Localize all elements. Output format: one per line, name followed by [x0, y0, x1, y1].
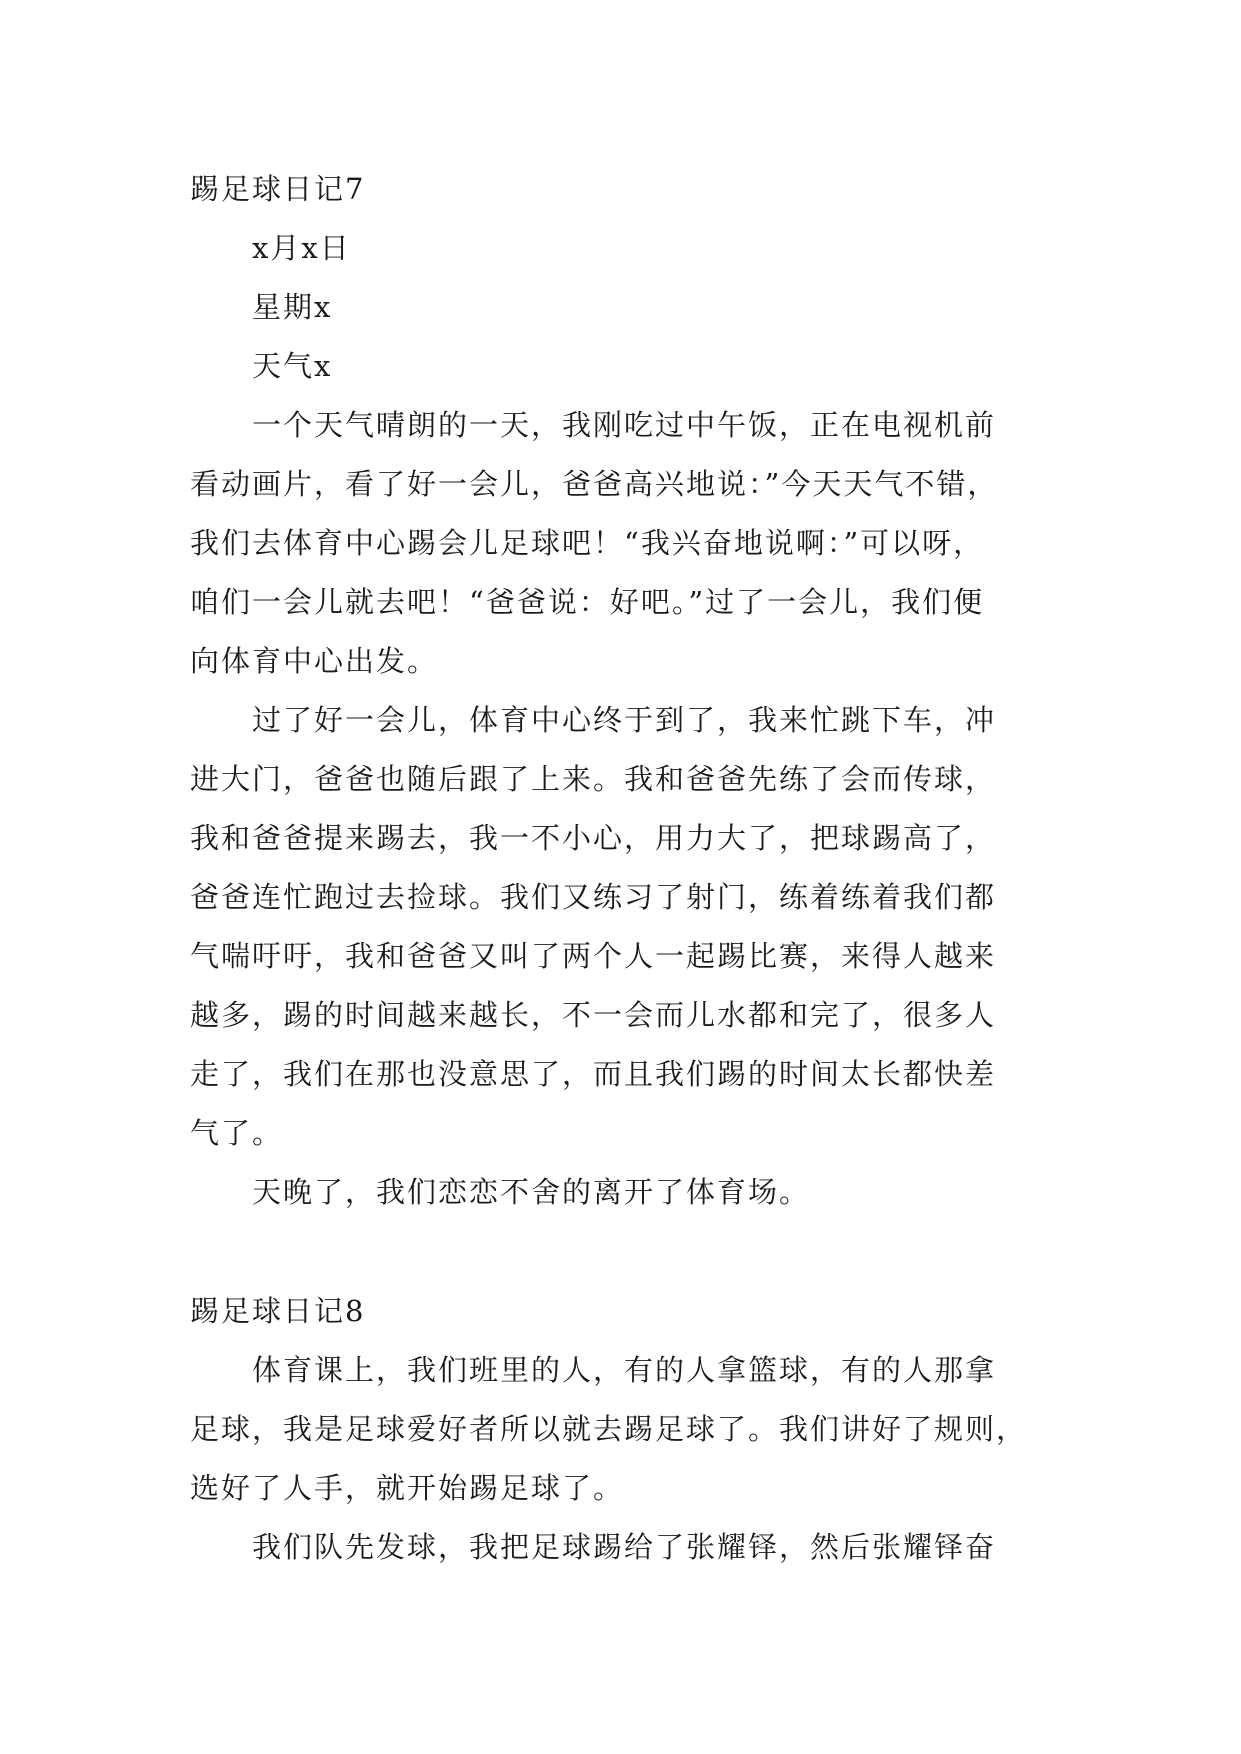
diary7-paragraph-2	[190, 691, 1070, 1163]
diary7-weekday: 星期x	[252, 290, 333, 324]
text-line: 咱们一会儿就去吧！“爸爸说：好吧。”过了一会儿，我们便	[190, 585, 985, 619]
diary7-paragraph-1	[190, 396, 1070, 691]
text-line: 体育课上，我们班里的人，有的人拿篮球，有的人那拿	[252, 1353, 997, 1387]
text-line: 看动画片，看了好一会儿，爸爸高兴地说：”今天天气不错，	[190, 467, 999, 501]
text-line: 进大门，爸爸也随后跟了上来。我和爸爸先练了会而传球，	[190, 762, 997, 796]
text-line: 天晚了，我们恋恋不舍的离开了体育场。	[252, 1175, 811, 1209]
diary7-weather: 天气x	[252, 349, 333, 383]
diary8-paragraph-1	[190, 1341, 1070, 1518]
text-line: 我们去体育中心踢会儿足球吧！“我兴奋地说啊：”可以呀，	[190, 526, 985, 560]
diary7-paragraph-3	[190, 1163, 1070, 1222]
document-page	[190, 160, 1070, 1577]
text-line: 越多，踢的时间越来越长，不一会而儿水都和完了，很多人	[190, 998, 997, 1032]
text-line: 过了好一会儿，体育中心终于到了，我来忙跳下车，冲	[252, 703, 997, 737]
text-line: 气了。	[190, 1116, 284, 1150]
text-line: 爸爸连忙跑过去捡球。我们又练习了射门，练着练着我们都	[190, 880, 997, 914]
diary8-paragraph-2	[190, 1518, 1070, 1577]
text-line: 我们队先发球，我把足球踢给了张耀铎，然后张耀铎奋	[252, 1530, 997, 1564]
diary7-title: 踢足球日记7	[190, 172, 366, 206]
diary7-date: x月x日	[252, 231, 351, 265]
text-line: 我和爸爸提来踢去，我一不小心，用力大了，把球踢高了，	[190, 821, 997, 855]
text-line: 向体育中心出发。	[190, 644, 439, 678]
text-line: 一个天气晴朗的一天，我刚吃过中午饭，正在电视机前	[252, 408, 997, 442]
section-spacer	[190, 1222, 1070, 1282]
text-line: 走了，我们在那也没意思了，而且我们踢的时间太长都快差	[190, 1057, 997, 1091]
text-line: 气喘吁吁，我和爸爸又叫了两个人一起踢比赛，来得人越来	[190, 939, 997, 973]
text-line: 足球，我是足球爱好者所以就去踢足球了。我们讲好了规则，	[190, 1412, 1028, 1446]
text-line: 选好了人手，就开始踢足球了。	[190, 1471, 625, 1505]
diary8-title: 踢足球日记8	[190, 1294, 366, 1328]
